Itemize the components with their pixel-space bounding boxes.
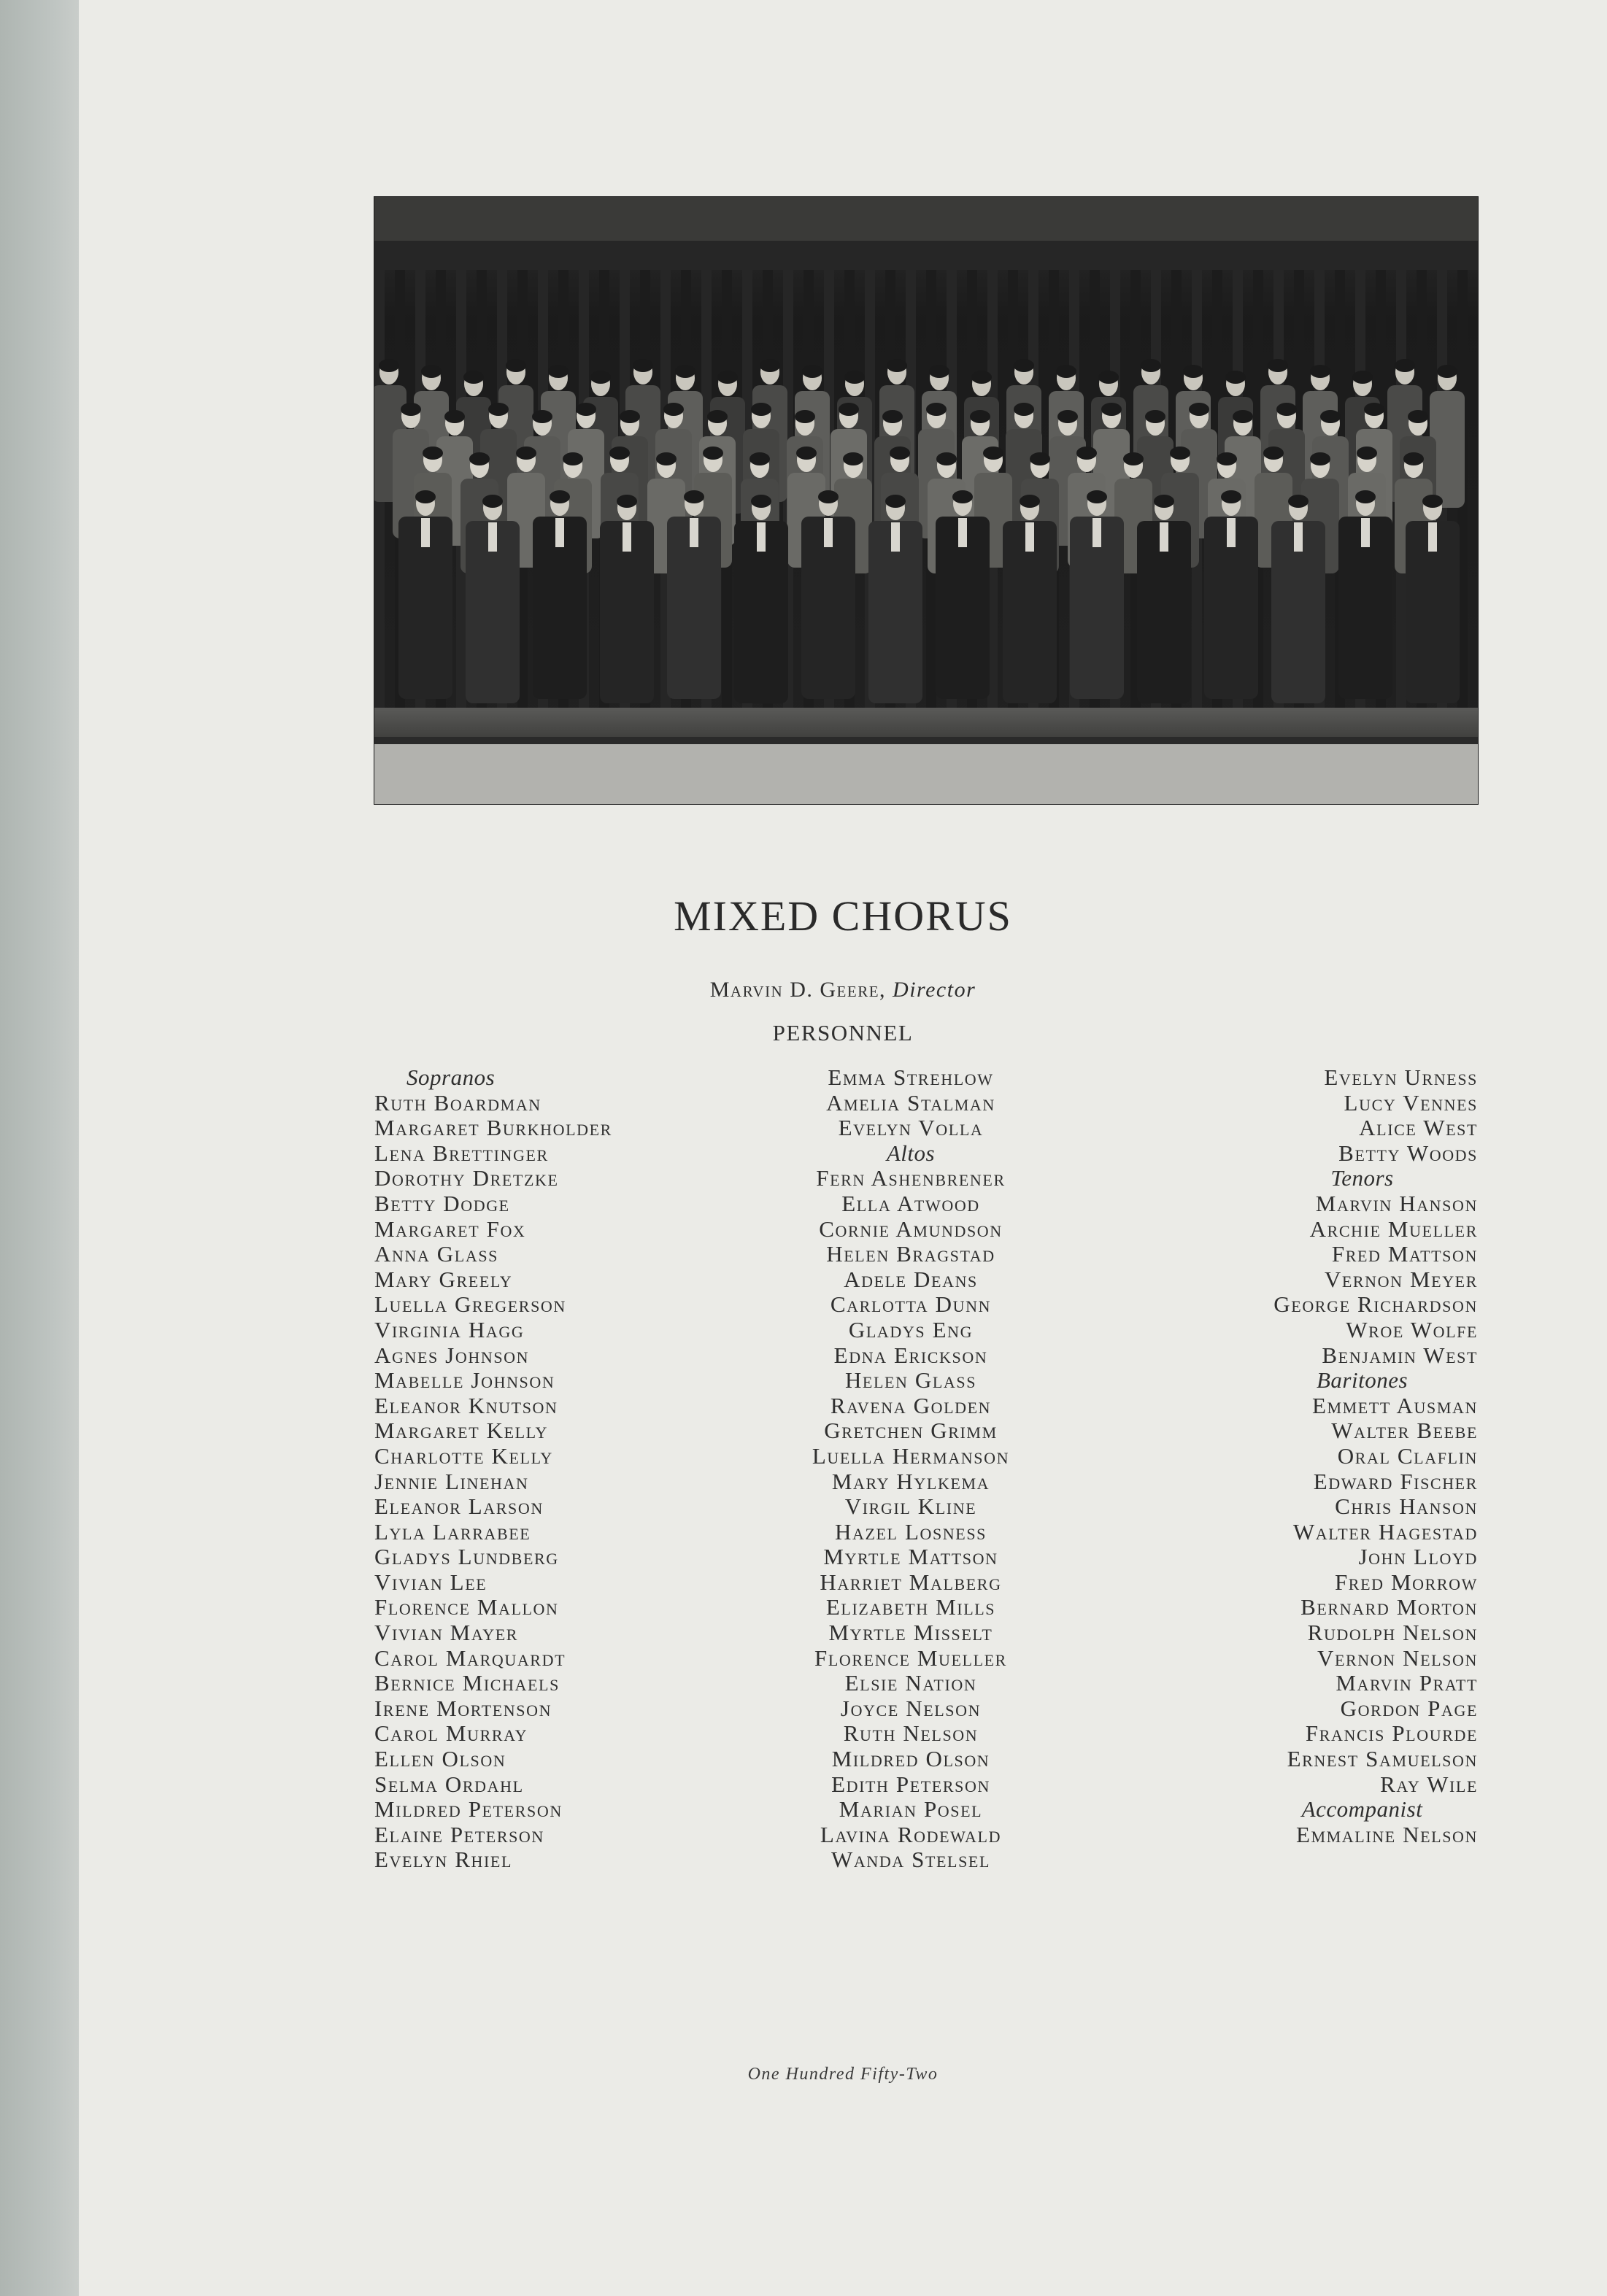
member-name: Archie Mueller	[1309, 1215, 1478, 1242]
member-name: Cornie Amundson	[819, 1215, 1003, 1242]
member-name: Walter Hagestad	[1292, 1518, 1478, 1545]
member-name: Dorothy Dretzke	[374, 1165, 559, 1191]
photo-illustration	[374, 197, 1478, 804]
roster-column-middle	[765, 1065, 1057, 1873]
member-name: Eleanor Knutson	[374, 1392, 558, 1418]
member-name: John Lloyd	[1358, 1544, 1478, 1570]
member-name: Ruth Nelson	[843, 1720, 979, 1747]
member-name: Lyla Larrabee	[374, 1518, 531, 1545]
member-name: Elaine Peterson	[374, 1821, 544, 1847]
member-name: Irene Mortenson	[374, 1695, 552, 1721]
member-name: Ella Atwood	[841, 1190, 980, 1216]
member-name: Fred Mattson	[1331, 1241, 1478, 1267]
member-name: Selma Ordahl	[374, 1771, 524, 1797]
roster-column-right	[1181, 1065, 1478, 1847]
shirt-front	[1092, 518, 1101, 547]
member-name: Lena Brettinger	[374, 1140, 549, 1166]
member-name: Ruth Boardman	[374, 1089, 542, 1116]
shirt-front	[690, 518, 698, 547]
member-name: Carlotta Dunn	[830, 1291, 992, 1318]
shirt-front	[1428, 522, 1437, 552]
member-name: Mildred Peterson	[374, 1796, 563, 1823]
member-name: Wanda Stelsel	[831, 1847, 991, 1873]
shirt-front	[1160, 522, 1168, 552]
member-name: Adele Deans	[844, 1266, 978, 1292]
section-heading: Altos	[886, 1140, 936, 1166]
member-name: Chris Hanson	[1335, 1493, 1478, 1520]
member-name: Virginia Hagg	[374, 1316, 525, 1342]
member-name: Charlotte Kelly	[374, 1442, 553, 1469]
member-name: Virgil Kline	[844, 1493, 977, 1520]
member-name: Lucy Vennes	[1344, 1089, 1478, 1116]
member-name: Florence Mallon	[374, 1594, 559, 1620]
member-name: Carol Murray	[374, 1720, 528, 1747]
member-name: Luella Hermanson	[812, 1442, 1010, 1469]
member-name: Alice West	[1359, 1115, 1478, 1141]
member-name: Emmett Ausman	[1311, 1392, 1478, 1418]
shirt-front	[958, 518, 967, 547]
member-name: Mary Hylkema	[831, 1468, 990, 1494]
page-number-footer: One Hundred Fifty-Two	[747, 2065, 939, 2084]
member-name: Fern Ashenbrener	[816, 1165, 1006, 1191]
section-heading: Tenors	[1330, 1165, 1394, 1191]
section-heading: Baritones	[1316, 1367, 1408, 1394]
member-name: Eleanor Larson	[374, 1493, 544, 1520]
member-name: Vernon Meyer	[1324, 1266, 1478, 1292]
member-name: Margaret Burkholder	[374, 1115, 612, 1141]
shirt-front	[891, 522, 900, 552]
member-name: Benjamin West	[1322, 1342, 1478, 1368]
member-name: Bernice Michaels	[374, 1670, 560, 1696]
member-name: Gretchen Grimm	[824, 1418, 998, 1444]
member-name: Evelyn Urness	[1324, 1064, 1478, 1090]
shirt-front	[623, 522, 631, 552]
member-name: Luella Gregerson	[374, 1291, 566, 1318]
member-name: Agnes Johnson	[374, 1342, 530, 1368]
member-name: Anna Glass	[374, 1241, 498, 1267]
chorus-group-photo	[374, 197, 1478, 804]
member-name: Evelyn Volla	[838, 1115, 984, 1141]
binding-gutter	[0, 0, 79, 2296]
member-name: Oral Claflin	[1337, 1442, 1478, 1469]
member-name: Carol Marquardt	[374, 1644, 566, 1671]
roster-column-left	[374, 1065, 612, 1873]
shirt-front	[824, 518, 833, 547]
member-name: Evelyn Rhiel	[374, 1847, 512, 1873]
member-name: Wroe Wolfe	[1346, 1316, 1478, 1342]
member-name: Lavina Rodewald	[820, 1821, 1002, 1847]
member-name: Vivian Lee	[374, 1569, 488, 1595]
shirt-front	[757, 522, 766, 552]
member-name: George Richardson	[1273, 1291, 1478, 1318]
member-name: Myrtle Mattson	[823, 1544, 998, 1570]
member-name: Edward Fischer	[1313, 1468, 1478, 1494]
member-name: Amelia Stalman	[826, 1089, 995, 1116]
member-name: Edna Erickson	[833, 1342, 988, 1368]
member-name: Edith Peterson	[831, 1771, 990, 1797]
shirt-front	[1227, 518, 1236, 547]
shirt-front	[421, 518, 430, 547]
member-name: Helen Glass	[844, 1367, 977, 1394]
member-name: Jennie Linehan	[374, 1468, 529, 1494]
shirt-front	[488, 522, 497, 552]
member-name: Hazel Losness	[835, 1518, 987, 1545]
member-name: Helen Bragstad	[826, 1241, 995, 1267]
member-name: Margaret Kelly	[374, 1418, 548, 1444]
shirt-front	[1294, 522, 1303, 552]
personnel-heading: PERSONNEL	[772, 1020, 914, 1045]
member-name: Gladys Lundberg	[374, 1544, 559, 1570]
member-name: Elizabeth Mills	[825, 1594, 996, 1620]
member-name: Elsie Nation	[844, 1670, 977, 1696]
member-name: Ernest Samuelson	[1287, 1746, 1478, 1772]
member-name: Francis Plourde	[1305, 1720, 1478, 1747]
director-name: Marvin D. Geere,	[709, 978, 887, 1002]
member-name: Marvin Hanson	[1315, 1190, 1478, 1216]
member-name: Fred Morrow	[1334, 1569, 1478, 1595]
member-name: Bernard Morton	[1300, 1594, 1478, 1620]
member-name: Joyce Nelson	[840, 1695, 982, 1721]
member-name: Mary Greely	[374, 1266, 513, 1292]
member-name: Emma Strehlow	[828, 1064, 994, 1090]
member-name: Mabelle Johnson	[374, 1367, 555, 1394]
member-name: Mildred Olson	[831, 1746, 990, 1772]
member-name: Margaret Fox	[374, 1215, 526, 1242]
shirt-front	[1025, 522, 1034, 552]
director-role: Director	[893, 978, 976, 1002]
member-name: Vernon Nelson	[1317, 1644, 1478, 1671]
member-name: Walter Beebe	[1331, 1418, 1478, 1444]
director-line	[79, 978, 1607, 1002]
member-name: Emmaline Nelson	[1295, 1821, 1478, 1847]
member-name: Florence Mueller	[814, 1644, 1007, 1671]
member-name: Marvin Pratt	[1336, 1670, 1478, 1696]
section-heading: Sopranos	[406, 1064, 496, 1090]
member-name: Gladys Eng	[848, 1316, 974, 1342]
member-name: Betty Dodge	[374, 1190, 510, 1216]
member-name: Vivian Mayer	[374, 1620, 519, 1646]
shirt-front	[555, 518, 564, 547]
member-name: Ray Wile	[1380, 1771, 1478, 1797]
page-title: MIXED CHORUS	[674, 892, 1012, 940]
member-name: Rudolph Nelson	[1307, 1620, 1478, 1646]
member-name: Ellen Olson	[374, 1746, 506, 1772]
member-name: Myrtle Misselt	[828, 1620, 993, 1646]
member-name: Gordon Page	[1340, 1695, 1478, 1721]
member-name: Harriet Malberg	[820, 1569, 1002, 1595]
member-name: Marian Posel	[839, 1796, 983, 1823]
member-name: Ravena Golden	[830, 1392, 992, 1418]
shirt-front	[1361, 518, 1370, 547]
member-name: Betty Woods	[1338, 1140, 1478, 1166]
section-heading: Accompanist	[1301, 1796, 1423, 1823]
page	[79, 0, 1607, 2296]
